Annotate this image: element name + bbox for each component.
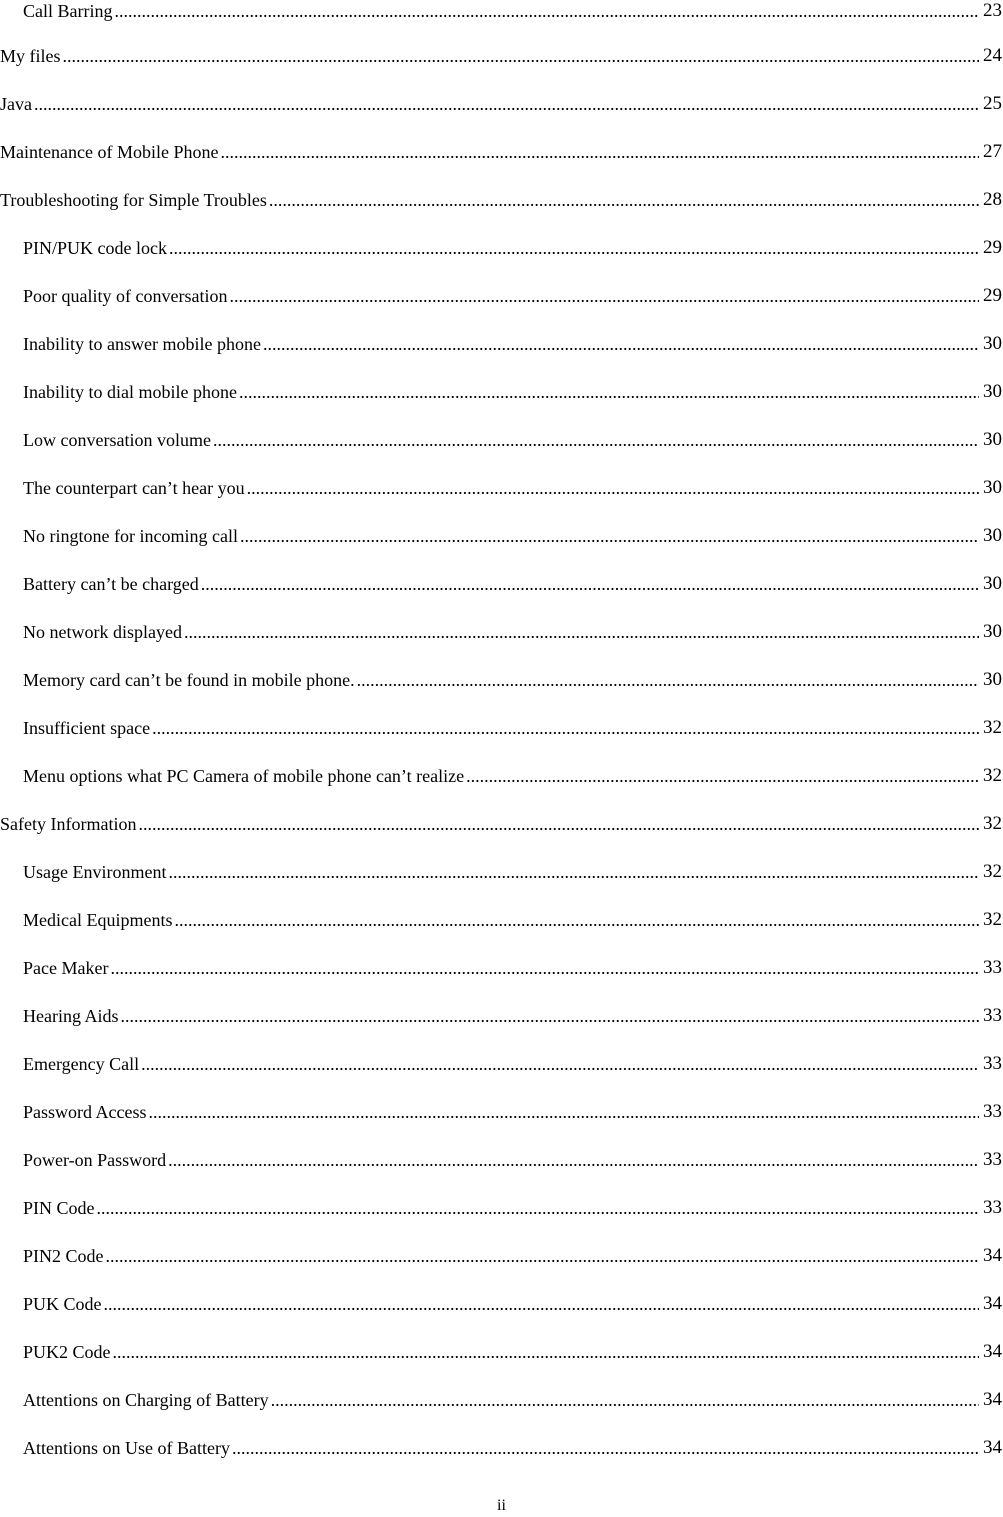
dot-leader (97, 1197, 980, 1219)
dot-leader (113, 1341, 979, 1363)
toc-entry-power-on-password[interactable] (0, 1147, 1003, 1171)
toc-entry-page: 25 (983, 93, 1002, 114)
toc-entry-page: 33 (983, 1149, 1002, 1170)
dot-leader (229, 285, 979, 307)
toc-entry-page: 32 (983, 861, 1002, 882)
dot-leader (138, 813, 979, 835)
toc-entry-emergency-call[interactable] (0, 1051, 1003, 1075)
toc-entry-charging-battery[interactable] (0, 1387, 1003, 1411)
toc-entry-pin-puk-lock[interactable] (0, 235, 1003, 259)
toc-entry-page: 28 (983, 189, 1002, 210)
toc-entry-safety-information[interactable] (0, 811, 1003, 835)
dot-leader (152, 717, 979, 739)
toc-entry-pin-code[interactable] (0, 1195, 1003, 1219)
toc-entry-title: Power-on Password (23, 1150, 167, 1170)
toc-entry-page: 33 (983, 1197, 1002, 1218)
toc-entry-page: 33 (983, 957, 1002, 978)
dot-leader (114, 0, 979, 22)
toc-entry-title: The counterpart can’t hear you (23, 478, 245, 498)
toc-entry-java[interactable] (0, 91, 1003, 115)
toc-entry-page: 30 (983, 669, 1002, 690)
toc-entry-title: Poor quality of conversation (23, 286, 228, 306)
dot-leader (63, 45, 980, 67)
toc-entry-no-network[interactable] (0, 619, 1003, 643)
toc-entry-title: PUK2 Code (23, 1342, 111, 1362)
toc-entry-page: 32 (983, 813, 1002, 834)
toc-entry-title: Memory card can’t be found in mobile phone. (23, 670, 355, 690)
toc-entry-page: 30 (983, 429, 1002, 450)
toc-entry-page: 27 (983, 141, 1002, 162)
toc-entry-page: 29 (983, 285, 1002, 306)
toc-entry-title: Pace Maker (23, 958, 109, 978)
toc-entry-title: Maintenance of Mobile Phone (0, 142, 219, 162)
toc-entry-memory-card[interactable] (0, 667, 1003, 691)
toc-entry-title: Inability to dial mobile phone (23, 382, 237, 402)
toc-entry-page: 34 (983, 1437, 1002, 1458)
toc-entry-title: Troubleshooting for Simple Troubles (0, 190, 267, 210)
toc-entry-title: Menu options what PC Camera of mobile phone can’t realize (23, 766, 465, 786)
toc-entry-low-volume[interactable] (0, 427, 1003, 451)
dot-leader (169, 237, 979, 259)
toc-entry-page: 24 (983, 45, 1002, 66)
toc-entry-medical-equipments[interactable] (0, 907, 1003, 931)
dot-leader (34, 93, 979, 115)
toc-entry-insufficient-space[interactable] (0, 715, 1003, 739)
dot-leader (263, 333, 979, 355)
toc-entry-title: PIN Code (23, 1198, 95, 1218)
dot-leader (201, 573, 979, 595)
dot-leader (240, 525, 979, 547)
toc-entry-pc-camera[interactable] (0, 763, 1003, 787)
dot-leader (247, 477, 979, 499)
dot-leader (220, 141, 979, 163)
toc-entry-hearing-aids[interactable] (0, 1003, 1003, 1027)
toc-entry-pin2-code[interactable] (0, 1243, 1003, 1267)
toc-entry-use-battery[interactable] (0, 1435, 1003, 1459)
toc-entry-title: Usage Environment (23, 862, 167, 882)
toc-entry-title: Java (0, 94, 32, 114)
dot-leader (232, 1437, 979, 1459)
toc-entry-page: 33 (983, 1101, 1002, 1122)
page-number-footer: ii (497, 1497, 506, 1514)
toc-entry-puk-code[interactable] (0, 1291, 1003, 1315)
dot-leader (120, 1005, 979, 1027)
toc-entry-title: PIN/PUK code lock (23, 238, 167, 258)
toc-entry-page: 32 (983, 717, 1002, 738)
toc-entry-page: 34 (983, 1293, 1002, 1314)
toc-entry-title: Inability to answer mobile phone (23, 334, 261, 354)
toc-entry-password-access[interactable] (0, 1099, 1003, 1123)
toc-entry-title: Insufficient space (23, 718, 151, 738)
toc-entry-no-ringtone[interactable] (0, 523, 1003, 547)
dot-leader (106, 1245, 980, 1267)
toc-entry-page: 23 (983, 0, 1002, 21)
toc-entry-puk2-code[interactable] (0, 1339, 1003, 1363)
toc-entry-usage-environment[interactable] (0, 859, 1003, 883)
dot-leader (184, 621, 979, 643)
dot-leader (239, 381, 979, 403)
toc-entry-pace-maker[interactable] (0, 955, 1003, 979)
toc-entry-title: Attentions on Charging of Battery (23, 1390, 269, 1410)
toc-entry-title: Emergency Call (23, 1054, 140, 1074)
toc-entry-page: 32 (983, 765, 1002, 786)
dot-leader (174, 909, 979, 931)
toc-entry-page: 30 (983, 525, 1002, 546)
toc-entry-title: Medical Equipments (23, 910, 173, 930)
toc-entry-page: 30 (983, 477, 1002, 498)
toc-entry-inability-answer[interactable] (0, 331, 1003, 355)
toc-entry-title: My files (0, 46, 61, 66)
toc-entry-title: Low conversation volume (23, 430, 211, 450)
toc-entry-page: 32 (983, 909, 1002, 930)
toc-entry-title: PIN2 Code (23, 1246, 104, 1266)
toc-entry-title: Attentions on Use of Battery (23, 1438, 230, 1458)
toc-entry-page: 30 (983, 381, 1002, 402)
toc-entry-my-files[interactable] (0, 43, 1003, 67)
toc-entry-counterpart[interactable] (0, 475, 1003, 499)
toc-entry-title: Hearing Aids (23, 1006, 119, 1026)
toc-entry-page: 33 (983, 1053, 1002, 1074)
toc-entry-title: Call Barring (23, 1, 113, 21)
toc-entry-title: Safety Information (0, 814, 137, 834)
dot-leader (271, 1389, 979, 1411)
toc-entry-battery-charge[interactable] (0, 571, 1003, 595)
dot-leader (104, 1293, 979, 1315)
toc-entry-page: 29 (983, 237, 1002, 258)
toc-entry-page: 34 (983, 1341, 1002, 1362)
toc-entry-page: 30 (983, 621, 1002, 642)
toc-entry-call-barring[interactable] (0, 0, 1003, 22)
toc-entry-page: 34 (983, 1389, 1002, 1410)
toc-entry-title: PUK Code (23, 1294, 102, 1314)
dot-leader (269, 189, 979, 211)
dot-leader (110, 957, 979, 979)
toc-entry-maintenance[interactable] (0, 139, 1003, 163)
toc-entry-inability-dial[interactable] (0, 379, 1003, 403)
toc-entry-page: 30 (983, 573, 1002, 594)
toc-entry-title: No ringtone for incoming call (23, 526, 238, 546)
dot-leader (149, 1101, 980, 1123)
dot-leader (168, 1149, 979, 1171)
toc-entry-page: 34 (983, 1245, 1002, 1266)
toc-entry-page: 30 (983, 333, 1002, 354)
dot-leader (466, 765, 979, 787)
toc-entry-title: No network displayed (23, 622, 182, 642)
toc-entry-troubleshooting[interactable] (0, 187, 1003, 211)
toc-entry-title: Battery can’t be charged (23, 574, 199, 594)
dot-leader (168, 861, 979, 883)
dot-leader (357, 669, 979, 691)
toc-entry-page: 33 (983, 1005, 1002, 1026)
dot-leader (141, 1053, 979, 1075)
dot-leader (213, 429, 979, 451)
toc-entry-title: Password Access (23, 1102, 147, 1122)
toc-entry-poor-quality[interactable] (0, 283, 1003, 307)
